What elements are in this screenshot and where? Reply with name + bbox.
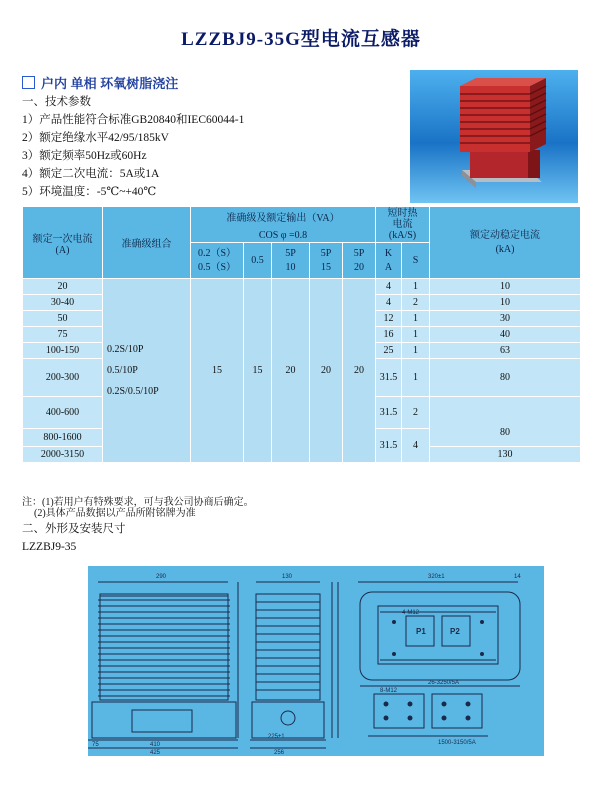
cell-dynamic: 130 (430, 447, 581, 463)
cell-primary: 75 (23, 327, 103, 343)
section-heading-text: 户内 单相 环氧树脂浇注 (41, 76, 179, 91)
sub-5p20: 5P 20 (343, 243, 376, 279)
sub-5p10: 5P 10 (272, 243, 310, 279)
cell-ka: 4 (376, 279, 402, 295)
cell-s: 1 (402, 279, 430, 295)
terminal-p2: P2 (450, 627, 460, 636)
col-thermal-current: 短时热 电流 (kA/S) (376, 207, 430, 243)
dim-8m12: 8-M12 (380, 688, 398, 694)
cos-phi-label: COS φ =0.8 (258, 229, 308, 241)
cell-ka: 31.5 (376, 397, 402, 429)
cell-primary: 30-40 (23, 295, 103, 311)
cell-primary: 2000-3150 (23, 447, 103, 463)
page-title: LZZBJ9-35G型电流互感器 (181, 29, 421, 50)
cell-output-0: 15 (191, 279, 244, 463)
dim-130: 130 (282, 574, 293, 580)
cell-s: 2 (402, 295, 430, 311)
col-accuracy-output (191, 207, 376, 243)
cell-dynamic: 10 (430, 295, 581, 311)
cell-dynamic: 40 (430, 327, 581, 343)
cell-s: 1 (402, 359, 430, 397)
cell-dynamic: 30 (430, 311, 581, 327)
cell-s: 2 (402, 397, 430, 429)
spec-table (22, 206, 581, 463)
sub-s: S (402, 243, 430, 279)
cell-dynamic: 63 (430, 343, 581, 359)
cell-s: 1 (402, 327, 430, 343)
cell-dynamic: 80 (430, 359, 581, 397)
cell-output-3: 20 (310, 279, 343, 463)
cell-ka: 25 (376, 343, 402, 359)
col-accuracy-combo: 准确级组合 (103, 207, 191, 279)
sub-0.2-0.5: 0.2（S） 0.5（S） (191, 243, 244, 279)
cell-primary: 200-300 (23, 359, 103, 397)
cell-ka: 31.5 (376, 359, 402, 397)
cell-ka: 16 (376, 327, 402, 343)
dim-225: 225±1 (268, 734, 285, 740)
cell-primary: 20 (23, 279, 103, 295)
cell-accuracy-combos: 0.2S/10P 0.5/10P 0.2S/0.5/10P (103, 279, 191, 463)
tech-heading: 一、技术参数 (22, 96, 91, 108)
col-primary-current: 额定一次电流 (A) (23, 207, 103, 279)
cell-output-2: 20 (272, 279, 310, 463)
section-heading (22, 73, 178, 92)
sub-5p15: 5P 15 (310, 243, 343, 279)
cell-ka: 31.5 (376, 429, 402, 463)
outline-heading: 二、外形及安装尺寸 (22, 523, 126, 535)
cell-dynamic: 10 (430, 279, 581, 295)
cell-output-4: 20 (343, 279, 376, 463)
dim-425: 425 (150, 750, 161, 756)
dim-26: 26-3250/5A (428, 680, 460, 686)
tech-item: 5）环境温度：-5℃~+40℃ (22, 186, 157, 198)
dim-14: 14 (514, 574, 521, 580)
dim-320: 320±1 (428, 574, 445, 580)
note-2: (2)具体产品数据以产品所附铭牌为准 (34, 508, 196, 519)
table-row (23, 279, 581, 295)
tech-item: 1）产品性能符合标准GB20840和IEC60044-1 (22, 114, 245, 126)
cell-s: 1 (402, 343, 430, 359)
dim-410: 410 (150, 742, 161, 748)
cell-primary: 400-600 (23, 397, 103, 429)
tech-item: 4）额定二次电流：5A或1A (22, 168, 160, 180)
dim-1500: 1500-3150/5A (438, 740, 476, 746)
cell-ka: 12 (376, 311, 402, 327)
square-bullet-icon (22, 76, 35, 89)
col-accuracy-output-label: 准确级及额定输出（VA） (226, 212, 340, 224)
cell-primary: 100-150 (23, 343, 103, 359)
product-photo (410, 70, 578, 203)
sub-0.5: 0.5 (244, 243, 272, 279)
outline-model: LZZBJ9-35 (22, 541, 77, 553)
cell-output-1: 15 (244, 279, 272, 463)
dim-4m12: 4-M12 (402, 610, 420, 616)
cell-primary: 50 (23, 311, 103, 327)
note-1: 注：(1)若用户有特殊要求，可与我公司协商后确定。 (22, 497, 254, 508)
col-dynamic-current: 额定动稳定电流 (kA) (430, 207, 581, 279)
cell-s: 4 (402, 429, 430, 463)
tech-item: 2）额定绝缘水平42/95/185kV (22, 132, 169, 144)
tech-item: 3）额定频率50Hz或60Hz (22, 150, 147, 162)
dimension-drawing (88, 566, 544, 756)
cell-dynamic: 80 (430, 397, 581, 447)
dim-290: 290 (156, 574, 167, 580)
cell-ka: 4 (376, 295, 402, 311)
cell-primary: 800-1600 (23, 429, 103, 447)
dim-256: 256 (274, 750, 285, 756)
terminal-p1: P1 (416, 627, 426, 636)
dim-75: 75 (92, 742, 99, 748)
cell-s: 1 (402, 311, 430, 327)
ribbed-body (460, 78, 546, 152)
sub-ka: K A (376, 243, 402, 279)
